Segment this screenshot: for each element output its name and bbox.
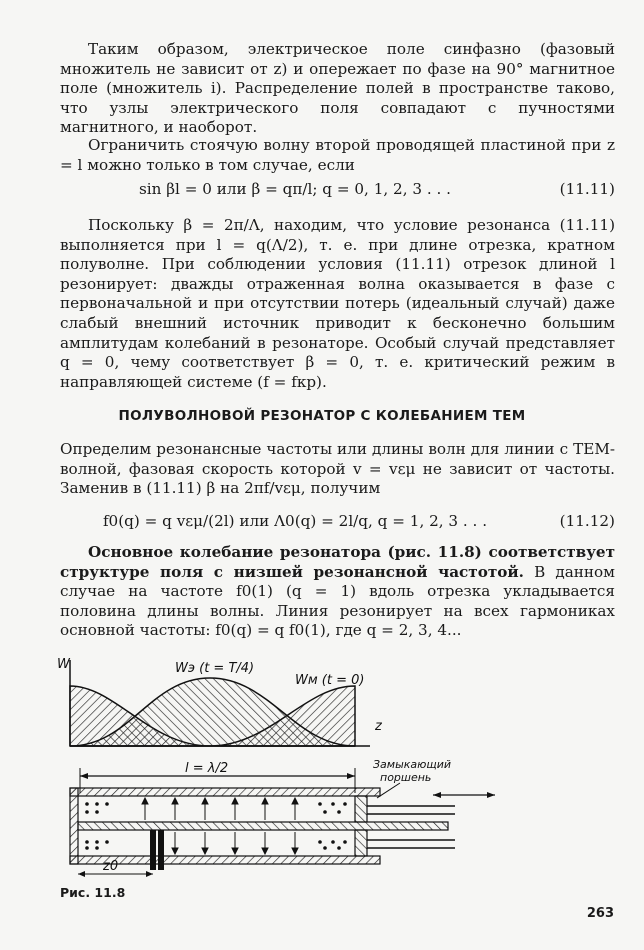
equation-11-11 — [60, 178, 615, 200]
page-number: 263 — [586, 906, 614, 921]
label-length: l = λ/2 — [185, 761, 229, 776]
equation-11-12-body: f0(q) = q vεμ/(2l) или Λ0(q) = 2l/q, q = 1, 2, 3 . . . — [102, 512, 488, 530]
label-we: Wэ (t = T/4) — [175, 661, 255, 676]
piston-lower — [355, 830, 367, 856]
equation-11-12 — [60, 510, 615, 532]
label-w: W — [57, 657, 70, 672]
paragraph-fundamental-rest: В данном случае на частоте f0(1) (q = 1) вдоль отрезка укладывается половина длины волны. Линия резонирует на всех гармониках основной частоты: f0(q) = q f0(1), где q = 2, 3, 4... — [60, 562, 615, 640]
equation-11-11-body: sin βl = 0 или β = qπ/l; q = 0, 1, 2, 3 . . . — [139, 180, 451, 198]
inner-conductor — [78, 822, 448, 830]
paragraph-tem-frequencies: Определим резонансные частоты или длины волн для линии с ТЕМ-волной, фазовая скорость которой v = vεμ не зависит от частоты. Заменив в (11.11) β на 2πf/vεμ, получим — [60, 440, 615, 498]
paragraph-fundamental-mode — [60, 543, 615, 641]
section-heading: ПОЛУВОЛНОВОЙ РЕЗОНАТОР С КОЛЕБАНИЕМ ТЕМ — [118, 408, 526, 424]
label-z: z — [375, 719, 382, 734]
e-field-arrows-upper — [142, 798, 298, 820]
outer-wall-top — [70, 788, 380, 796]
figure-caption: Рис. 11.8 — [60, 885, 126, 900]
feed-probe — [150, 830, 156, 870]
e-field-arrows-lower — [172, 832, 298, 854]
label-piston-2: поршень — [380, 771, 432, 784]
paragraph-resonance-condition: Поскольку β = 2π/Λ, находим, что условие резонанса (11.11) выполняется при l = q(Λ/2), т. е. при длине отрезка, кратном полуволне. При соблюдении условия (11.11) отрезок длиной l резонирует: дважды отраженная волна оказывается в фазе с первоначальной и при отсутствии потерь (идеальный случай) даже слабый внешний источник приводит к бесконечно большим амплитудам колебаний в резонаторе. Особый случай представляет q = 0, чему соответствует β = 0, т. е. критический режим в направляющей системе (f = fкр). — [60, 216, 615, 391]
resonator-diagram — [70, 758, 495, 877]
paragraph-standing-wave: Ограничить стоячую волну второй проводящей пластиной при z = l можно только в том случае, если — [60, 136, 615, 174]
piston-upper — [355, 796, 367, 822]
label-piston-1: Замыкающий — [373, 758, 452, 771]
energy-plot — [57, 657, 383, 746]
figure-11-8 — [55, 648, 525, 883]
paragraph-field-phase: Таким образом, электрическое поле синфазно (фазовый множитель не зависит от z) и опережает по фазе на 90° магнитное поле (множитель i). Распределение полей в пространстве таково, что узлы электрического поля совпадают с пучностями магнитного, и наоборот. — [60, 40, 615, 137]
label-z0: z0 — [103, 859, 119, 874]
label-wm: Wм (t = 0) — [295, 673, 365, 688]
equation-11-12-number: (11.12) — [559, 512, 615, 530]
emphasis-fundamental: Основное колебание резонатора (рис. 11.8) соответствует структуре поля с низшей резонансной частотой. — [60, 543, 615, 581]
equation-11-11-number: (11.11) — [559, 180, 615, 198]
end-wall — [70, 788, 78, 864]
